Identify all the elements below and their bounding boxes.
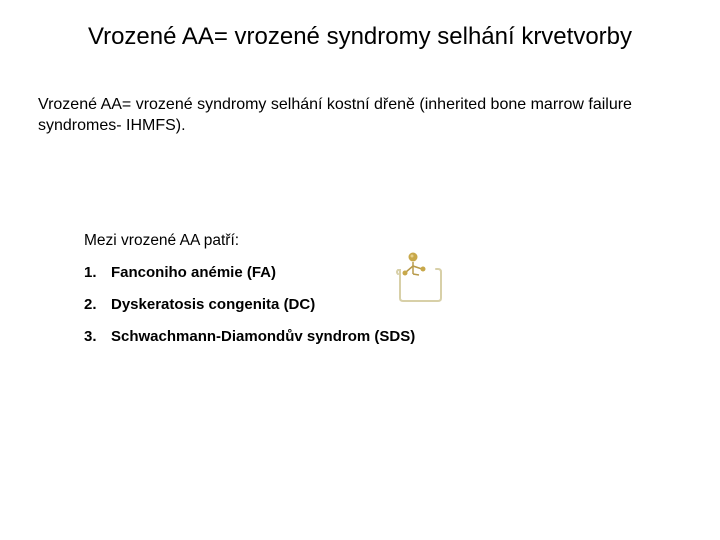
list-item-label: Dyskeratosis congenita (DC)	[111, 296, 316, 313]
list-item	[84, 263, 415, 295]
list-item-label: Schwachmann-Diamondův syndrom (SDS)	[111, 328, 416, 345]
intro-paragraph: Vrozené AA= vrozené syndromy selhání kostní dřeně (inherited bone marrow failure syndromes- IHMFS).	[38, 96, 632, 134]
list-item-label: Fanconiho anémie (FA)	[111, 264, 277, 281]
syndrome-list	[84, 263, 415, 359]
list-item	[84, 295, 415, 327]
list-item-number: 3.	[84, 328, 97, 345]
list-item-number: 1.	[84, 264, 97, 281]
decorative-clipart-icon	[392, 248, 448, 304]
list-heading: Mezi vrozené AA patří:	[84, 232, 240, 249]
list-item-number: 2.	[84, 296, 97, 313]
list-item	[84, 327, 415, 359]
slide-title: Vrozené AA= vrozené syndromy selhání krvetvorby	[87, 23, 633, 50]
